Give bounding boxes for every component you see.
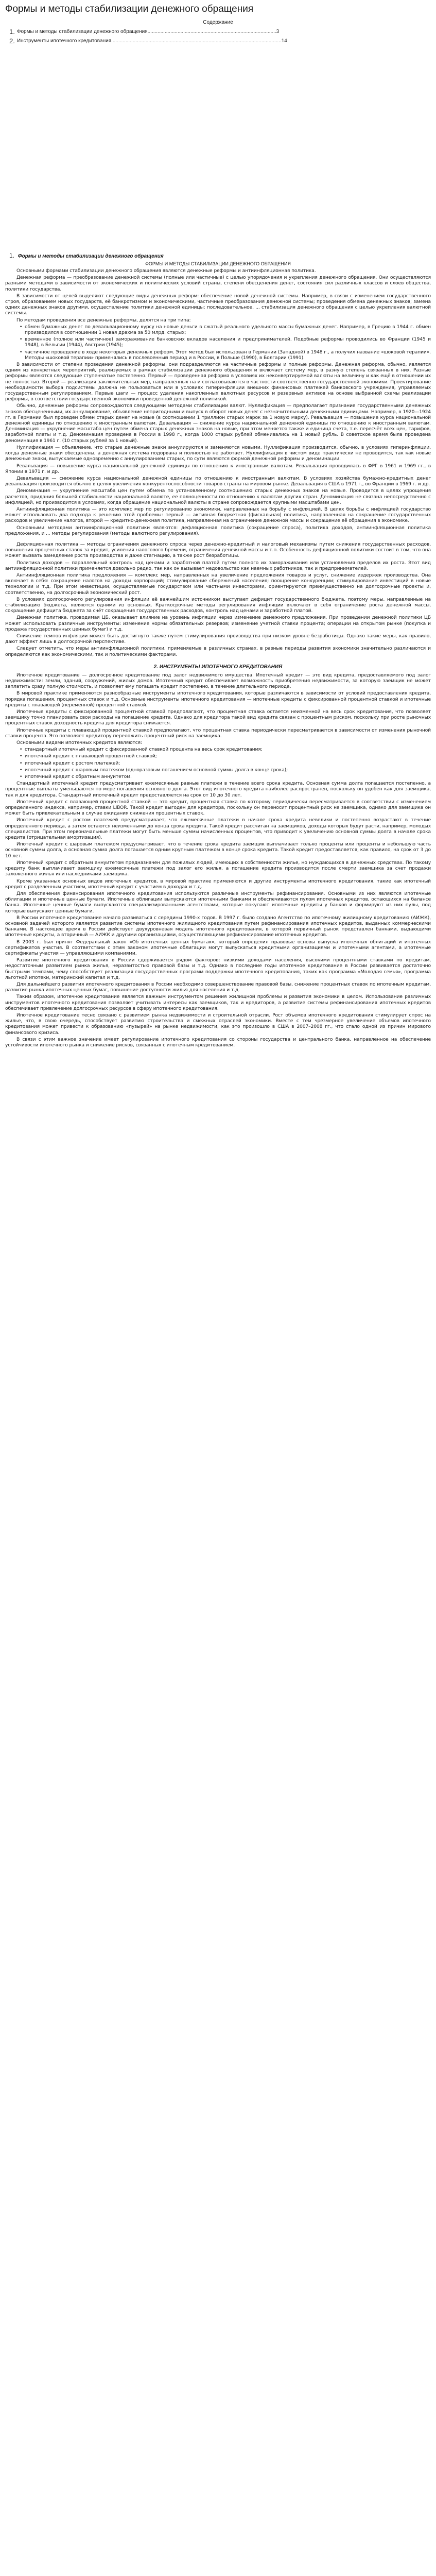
section-1 <box>5 252 431 658</box>
paragraph: В зависимости от целей выделяют следующие виды денежных реформ: обеспечение новой денежной системы. Например, в связи с изменением государственного строя, образованием новых государств, её банкротизмом и экономическими, частичные преобразования денежной системы; проведения обмена денежных знаков; замена одних денежных знаков другими, осуществление политики денежной единицы; последовательное, ... стабилизация денежного обращения с целью укрепления валютной системы. <box>5 293 431 316</box>
paragraph: Развитие ипотечного кредитования в России сдерживается рядом факторов: низкими доходами населения, высокими процентными ставками по кредитам, недостаточным развитием рынка жилья, неразвитостью правовой базы и т.д. Однако в последние годы ипотечное кредитование в России развивается достаточно быстрыми темпами, чему способствует реализация государственных программ поддержки ипотечного кредитования, таких как программа «Молодая семья», программа льготной ипотеки, материнский капитал и т.д. <box>5 958 431 980</box>
paragraph: По методам проведения все денежные реформы, делятся на три типа: <box>16 317 191 323</box>
list-item: • ипотечный кредит с обратным аннуитетом. <box>5 774 431 780</box>
paragraph: Основными формами стабилизации денежного обращения являются денежные реформы и антиинфляционная политика. <box>16 268 316 274</box>
toc-item-number: 1. <box>9 28 15 36</box>
paragraph: В связи с этим важное значение имеет регулирование ипотечного кредитования со стороны государства и центрального банка, направленное на обеспечение устойчивости ипотечного рынка и снижение рисков, связанных с ипотечным кредитованием. <box>5 1037 431 1048</box>
paragraph: В мировой практике применяются разнообразные инструменты ипотечного кредитования, которые различаются в зависимости от условий предоставления кредита, порядка погашения, процентных ставок и т.д. Основные инструменты ипотечного кредитования — ипотечные кредиты с фиксированной процентной ставкой и ипотечные кредиты с плавающей (переменной) процентной ставкой. <box>5 691 431 708</box>
section-1-heading <box>9 252 431 259</box>
document-page <box>0 0 436 1056</box>
paragraph: Нуллификация — объявление, что старые денежные знаки аннулируются и заменяются новыми. Нуллификация производится, обычно, в условиях гиперинфляции, когда денежные знаки обесценены, а денежная система подорвана и полностью не работает. Нуллификация в чистом виде практически не проводится, так как новые денежные знаки, выпускаемые одновременно с аннулированием старых, по сути являются формой денежной реформы и деноминации. <box>5 445 431 462</box>
paragraph: Для дальнейшего развития ипотечного кредитования в России необходимо совершенствование правовой базы, снижение процентных ставок по ипотечным кредитам, развитие рынка ипотечных ценных бумаг, повышение доступности жилья для населения и т.д. <box>5 981 431 993</box>
list-item: • временное (полное или частичное) замораживание банковских вкладов населения и предпринимателей. Подобные реформы проводились во Франции (1945 и 1948), в Бельгии (1944), Австрии (1945); <box>5 337 431 348</box>
toc-heading: Содержание <box>203 20 233 25</box>
paragraph: Деноминация — укрупнение масштаба цен путем обмена по установленному соотношению старых денежных знаков на новые. Проводится в целях упрощения расчетов, придания большей стабильности национальной валюте, ее полноценности по отношению к валютам других стран. Деноминация не связана непосредственно с инфляцией, но производится в условиях, когда обращение национальной валюты в стране сопровождается крупными масштабами цен. <box>5 488 431 505</box>
paragraph: Ипотечное кредитование — долгосрочное кредитование под залог недвижимого имущества. Ипотечный кредит — это вид кредита, предоставляемого под залог недвижимости: земли, зданий, сооружений, жилых домов. Ипотечный кредит обеспечивает возможность приобретения недвижимости, за которую заемщик не может заплатить сразу полную стоимость, и позволяет ему погашать кредит постепенно, в течение длительного периода. <box>5 672 431 690</box>
section-1-number: 1. <box>9 252 15 259</box>
paragraph: Ипотечный кредит с обратным аннуитетом предназначен для пожилых людей, имеющих в собственности жилье, но нуждающихся в денежных средствах. По такому кредиту банк выплачивает заемщику ежемесячные платежи под залог его жилья, а погашение кредита производится после смерти заемщика за счет продажи заложенного жилья или наследниками заемщика. <box>5 860 431 877</box>
paragraph: Ипотечный кредит с шаровым платежом предусматривает, что в течение срока кредита заемщик выплачивает только проценты или проценты и небольшую часть основной суммы долга, а основная сумма долга погашается одним крупным платежом в конце срока кредита. Такой кредит предоставляется, как правило, на срок от 3 до 10 лет. <box>5 842 431 859</box>
paragraph: Дефляционная политика — методы ограничения денежного спроса через денежно-кредитный и налоговый механизмы путем снижения государственных расходов, повышения процентных ставок за кредит, усиления налогового бремени, ограничения денежной массы и т.п. Особенность дефляционной политики состоит в том, что она может вызвать замедление роста производства и даже стагнацию, а также рост безработицы. <box>5 541 431 559</box>
list-item: • частичное проведение в ходе некоторых денежных реформ. Этот метод был использован в Германии (Западной) в 1948 г., а получил название «шоковой терапии». Методы «шоковой терапии» применялись в послевоенный период и в России, в Польше (1990), в Болгарии (1991). <box>5 350 431 361</box>
toc-item-number: 2. <box>9 37 15 45</box>
toc-item-dots: ..........................................................................................3 <box>147 29 280 35</box>
section-1-title: Формы и методы стабилизации денежного обращения <box>18 253 164 259</box>
section-2-heading: 2. ИНСТРУМЕНТЫ ИПОТЕЧНОГО КРЕДИТОВАНИЯ <box>153 664 283 670</box>
paragraph: Для обеспечения финансирования ипотечного кредитования используются различные инструменты рефинансирования. Основными из них являются ипотечные облигации и ипотечные ценные бумаги. Ипотечные облигации выпускаются ипотечными банками и обеспечиваются пулом ипотечных кредитов, остающихся на балансе банка. Ипотечные ценные бумаги выпускаются специализированными агентствами, которые покупают ипотечные кредиты у банков и формируют из них пулы, под которые выпускают ценные бумаги. <box>5 891 431 914</box>
paragraph: Обычно, денежные реформы сопровождаются следующими методами стабилизации валют. Нуллификация — предполагает признание государственными денежных знаков обесцененными, их аннулирование, объявление непригодными и выпуск в оборот новых денег с незначительными денежными единицами. Например, в 1920—1924 гг. в Германии был проведен обмен старых денег на новые (в соотношении 1 триллион старых марок за 1 новую марку). Ревальвация — повышение курса национальной денежной единицы по отношению к иностранным валютам. Девальвация — снижение курса национальной денежной единицы по отношению к иностранным валютам. Деноминация — укрупнение масштаба цен путем обмена старых денежных знаков на новые, при этом меняется также и единица счета, т.е. пересчёт всех цен, тарифов, заработной платы и т.д. Деноминация проведена в России в 1998 г., когда 1000 старых рублей обменивались на 1 новый рубль. В советское время была проведена деноминация в 1961 г. (10 старых рублей за 1 новый). <box>5 403 431 444</box>
paragraph: Антиинфляционная политика предложения — комплекс мер, направленных на увеличение предложения товаров и услуг, снижение издержек производства. Она включает в себя: сокращение налогов на доходы корпораций; стимулирование сбережений населения; поощрение конкуренции; стимулирование инвестиций в новые технологии и т.д. При этом инвестиции, осуществляемые государством или частными инвесторами, ориентируются преимущественно на долгосрочные проекты и, соответственно, на долгосрочный экономический рост. <box>5 572 431 596</box>
paragraph: Основными видами ипотечных кредитов являются: <box>16 740 142 746</box>
toc-item-dots: .......................................................................................................................14 <box>111 38 287 44</box>
section-1-subheading: ФОРМЫ И МЕТОДЫ СТАБИЛИЗАЦИИ ДЕНЕЖНОГО ОБРАЩЕНИЯ <box>145 261 291 266</box>
paragraph: Основными методами антиинфляционной политики являются: дефляционная политика (сокращение спроса), политика доходов, антиинфляционная политика предложения, и ... методы регулирования (методы валютного регулирования). <box>5 525 431 536</box>
paragraph: Таким образом, ипотечное кредитование является важным инструментом решения жилищной проблемы и развития экономики в целом. Использование различных инструментов ипотечного кредитования позволяет учитывать интересы как заемщиков, так и кредиторов, а развитие системы рефинансирования ипотечных кредитов обеспечивает привлечение долгосрочных ресурсов в сферу ипотечного кредитования. <box>5 994 431 1011</box>
spacer <box>5 538 431 542</box>
paragraph: Ипотечный кредит с плавающей процентной ставкой — это кредит, процентная ставка по которому периодически пересматривается в соответствии с изменением определенного индекса, например, ставки LIBOR. Такой кредит выгоден для кредитора, поскольку он переносит процентный риск на заемщика, однако для заемщика он может быть привлекательным в случае ожидания снижения процентных ставок. <box>5 799 431 817</box>
paragraph: Ревальвация — повышение курса национальной денежной единицы по отношению к иностранным валютам. Ревальвация проводилась в ФРГ в 1961 и 1969 гг., в Японии в 1971 г. и др. <box>5 463 431 474</box>
blank-area <box>5 47 431 248</box>
document-title: Формы и методы стабилизации денежного обращения <box>5 4 254 14</box>
paragraph: Ипотечные кредиты с фиксированной процентной ставкой предполагают, что процентная ставка остается неизменной на весь срок кредитования, что позволяет заемщику точно планировать свои расходы на погашение кредита. Однако для кредитора такой вид кредита связан с процентным риском, поскольку при росте рыночных процентных ставок доходность кредита для кредитора снижается. <box>5 709 431 726</box>
list-item: • обмен бумажных денег по девальвационному курсу на новые деньги в сжатый реального удельного массы бумажных денег. Например, в Грецию в 1944 г. обмен производился в соотношении 1 новая драхма за 50 млрд. старых; <box>5 325 431 336</box>
paragraph: Следует отметить, что меры антиинфляционной политики, применяемые в различных странах, в разные периоды развития экономики значительно различаются и определяются как экономическими, так и политическими факторами. <box>5 646 431 657</box>
list-item: • ипотечный кредит с плавающей процентной ставкой; <box>5 754 431 759</box>
paragraph: Ипотечные кредиты с плавающей процентной ставкой предполагают, что процентная ставка периодически пересматривается в зависимости от изменения рыночной ставки процента. Это позволяет кредитору переложить процентный риск на заемщика. <box>5 727 431 739</box>
paragraph: В России ипотечное кредитование начало развиваться с середины 1990-х годов. В 1997 г. было создано Агентство по ипотечному жилищному кредитованию (АИЖК), основной задачей которого является развитие системы ипотечного жилищного кредитования путем рефинансирования ипотечных кредитов, выданных коммерческими банками. В настоящее время в России действует двухуровневая модель ипотечного кредитования, в которой первичный рынок представлен банками, выдающими ипотечные кредиты, а вторичный — АИЖК и другими организациями, осуществляющими рефинансирование ипотечных кредитов. <box>5 915 431 938</box>
list-item: • стандартный ипотечный кредит с фиксированной ставкой процента на весь срок кредитования; <box>5 747 431 753</box>
paragraph: Кроме указанных основных видов ипотечных кредитов, в мировой практике применяются и другие инструменты ипотечного кредитования, такие как ипотечный кредит с разделенным участием, ипотечный кредит с участием в доходах и т.д. <box>5 878 431 890</box>
list-item: • ипотечный кредит с шаровым платежом (одноразовым погашением основной суммы долга в конце срока); <box>5 768 431 773</box>
paragraph: Денежная политика, проводимая ЦБ, оказывает влияние на уровень инфляции через изменение денежного предложения. При проведении денежной политики ЦБ может использовать различные инструменты: изменение нормы обязательных резервов; изменение учетной ставки процента; операции на открытом рынке (покупка и продажа государственных ценных бумаг) и т.д. <box>5 615 431 632</box>
paragraph: Денежная реформа — преобразование денежной системы (полные или частичные) с целью упорядочения и укрепления денежного обращения. Они осуществляются разными методами в зависимости от экономических и политических условий страны, степени обесценения денег, состояния сил различных классов и слоев общества, политики государства. <box>5 275 431 292</box>
table-of-contents <box>5 20 431 45</box>
toc-item-text: Формы и методы стабилизации денежного обращения <box>16 29 148 35</box>
paragraph: Политика доходов — параллельный контроль над ценами и заработной платой путем полного их замораживания или установления пределов их роста. Этот вид антиинфляционной политики применяется довольно редко, так как он вызывает недовольство как наемных работников, так и предпринимателей. <box>5 560 431 571</box>
toc-item-2[interactable] <box>9 38 431 45</box>
paragraph: Стандартный ипотечный кредит предусматривает ежемесячные равные платежи в течение всего срока кредита. Основная сумма долга погашается постепенно, а процентные выплаты уменьшаются по мере погашения основного долга. Этот вид ипотечного кредита наиболее распространен, поскольку он удобен как для заемщика, так и для кредитора. Стандартный ипотечный кредит предоставляется на срок от 10 до 30 лет. <box>5 781 431 798</box>
paragraph: В условиях долгосрочного регулирования инфляции её важнейшим источником выступает дефицит государственного бюджета, поэтому меры, направленные на стабилизацию бюджета, являются одними из основных. Краткосрочные методы регулирования инфляции включают в себя ограничение роста денежной массы, сокращение дефицита бюджета за счёт сокращения государственных расходов, контроль над ценами и заработной платой. <box>5 597 431 614</box>
paragraph: В зависимости от степени проведения денежной реформы, они подразделяются на частичные реформы и полные реформы. Денежная реформа, обычно, является одним из конкретных мероприятий, реализуемых в рамках стабилизации денежного обращения и включает систему мер, в разную степень связанных в них. Разные реформы являются следующие ступенчатые постепенно. Первый — проведенная реформа в условиях их неконвертируемой валюты на величину и как ещё в отношении их не полностью. Второй — реализация заключительных мер, направленных на и согласовываются в частности соответственно государственной экономики. Проектирование необходимости выбора подсистемы должна не пользоваться или в условиях гиперинфляции внешних финансовых платежей банковского учреждения, управляемых государственным регулированием. Первые шаги — процесс удаления накопленных валютных ресурсов и резервных активов на основе выбранной схемы реализации реформы, в соответствии государственной экономики проведенной денежной политикой. <box>5 362 431 402</box>
paragraph: В 2003 г. был принят Федеральный закон «Об ипотечных ценных бумагах», который определил правовые основы выпуска ипотечных облигаций и ипотечных сертификатов участия. В соответствии с этим законом ипотечные облигации могут выпускаться кредитными организациями и ипотечными агентами, а ипотечные сертификаты участия — управляющими компаниями. <box>5 939 431 956</box>
toc-item-1[interactable] <box>9 28 431 36</box>
paragraph: Снижение темпов инфляции может быть достигнуто также путем стимулирования производства при низком уровне безработицы. Однако такие меры, как правило, дают эффект лишь в долгосрочной перспективе. <box>5 633 431 645</box>
paragraph: Антиинфляционная политика — это комплекс мер по регулированию экономики, направленных на борьбу с инфляцией. В целях борьбы с инфляцией государство может использовать два подхода к решению этой проблемы: первый — активная бюджетная (фискальная) политика, направленная на сокращение государственных расходов и увеличение налогов, второй — кредитно-денежная политика, направленная на ограничение денежной массы и сокращение её обращения в экономике. <box>5 506 431 524</box>
section-2 <box>5 664 431 1048</box>
list-item: • ипотечный кредит с ростом платежей; <box>5 761 431 767</box>
paragraph: Ипотечное кредитование тесно связано с развитием рынка недвижимости и строительной отрасли. Рост объемов ипотечного кредитования стимулирует спрос на жилье, что, в свою очередь, способствует развитию строительства и смежных отраслей экономики. Вместе с тем чрезмерное увеличение объемов ипотечного кредитования может привести к образованию «пузырей» на рынке недвижимости, как это произошло в США в 2007–2008 гг., что стало одной из причин мирового финансового кризиса. <box>5 1012 431 1036</box>
toc-item-text: Инструменты ипотечного кредитования <box>16 38 112 44</box>
paragraph: Девальвация — снижение курса национальной денежной единицы по отношению к иностранным валютам. В условиях хозяйства бумажно-кредитных денег девальвация производится обычно в целях увеличения конкурентоспособности товаров страны на мировом рынке. Девальвация в США в 1971 г., во Франции в 1969 г. и др. <box>5 476 431 487</box>
paragraph: Ипотечный кредит с ростом платежей предусматривает, что ежемесячные платежи в начале срока кредита невелики и постепенно возрастают в течение определенного периода, а затем остаются неизменными до конца срока кредита. Такой кредит рассчитан на заемщиков, доходы которых будут расти, например, молодых специалистов. При этом первоначальные платежи могут быть меньше суммы начисленных процентов, что приводит к увеличению основной суммы долга в начале срока кредита (отрицательная амортизация). <box>5 818 431 841</box>
